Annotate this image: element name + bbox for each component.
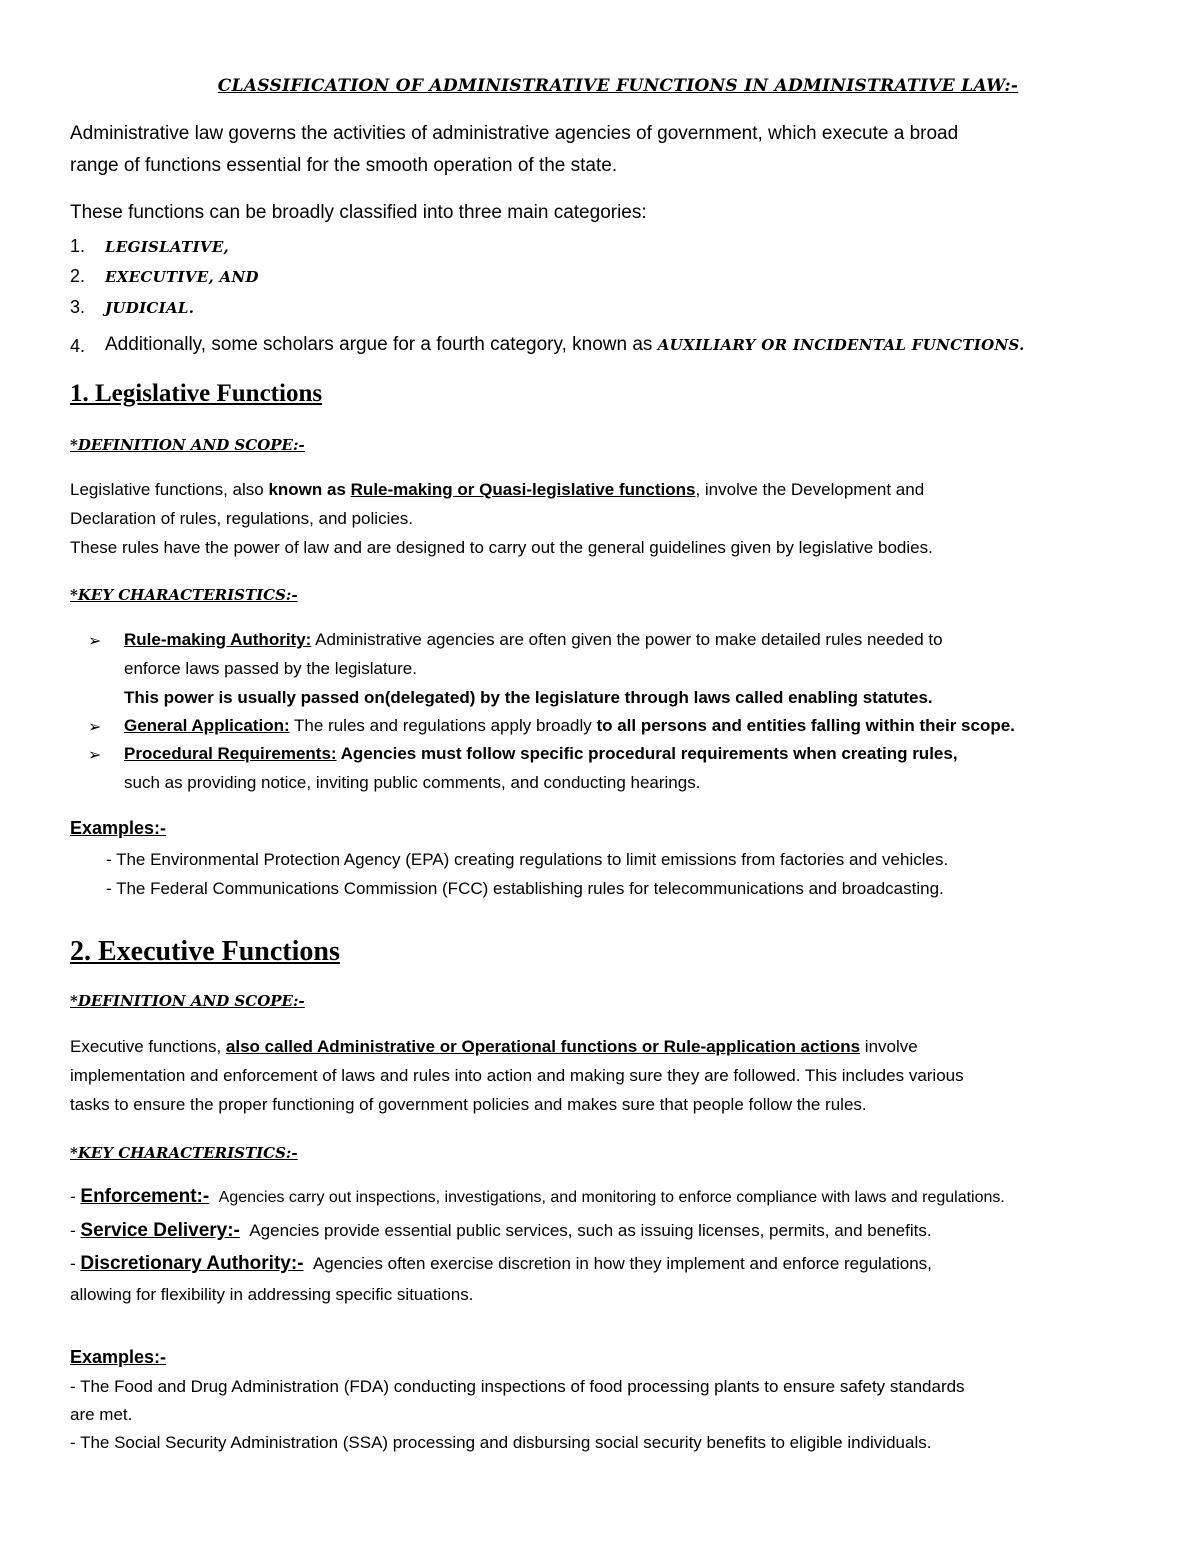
arrow-bullet-icon: ➢: [88, 719, 102, 736]
example-line: are met.: [70, 1405, 133, 1424]
characteristic-service-delivery: [70, 1220, 932, 1242]
category-number: 1.: [70, 236, 86, 256]
example-line: - The Social Security Administration (SSA) processing and disbursing social security benefits to eligible individuals.: [70, 1433, 932, 1452]
characteristic-enforcement: [70, 1186, 1005, 1208]
text-run: Legislative functions, also: [70, 480, 269, 499]
fourth-category-text: Additionally, some scholars argue for a fourth category, known as: [105, 334, 658, 355]
text-run: Agencies often exercise discretion in how they implement and enforce regulations,: [312, 1254, 932, 1273]
fourth-category-line: [105, 334, 1025, 356]
text-run: Executive functions,: [70, 1037, 226, 1056]
category-item: JUDICIAL.: [105, 299, 195, 317]
arrow-bullet-icon: ➢: [88, 747, 102, 764]
document-title: CLASSIFICATION OF ADMINISTRATIVE FUNCTIONS IN ADMINISTRATIVE LAW:-: [217, 76, 1019, 96]
text-run: The rules and regulations apply broadly: [289, 716, 597, 735]
text-run: , involve the Development and: [695, 480, 925, 499]
text-run: Agencies provide essential public services, such as issuing licenses, permits, and benefits.: [249, 1221, 932, 1240]
category-number: 4.: [70, 336, 86, 356]
example-line: - The Federal Communications Commission (FCC) establishing rules for telecommunications and broadcasting.: [106, 879, 944, 898]
dash: -: [70, 1254, 81, 1273]
intro-line-1: Administrative law governs the activities of administrative agencies of government, which execute a broad: [70, 123, 959, 144]
characteristic-label: Rule-making Authority:: [124, 630, 312, 649]
example-line: - The Environmental Protection Agency (EPA) creating regulations to limit emissions from factories and vehicles.: [106, 850, 949, 869]
executive-definition-line-1: [70, 1037, 918, 1057]
legislative-definition-line-2: Declaration of rules, regulations, and policies.: [70, 509, 414, 528]
text-run: involve: [860, 1037, 918, 1056]
characteristic-line: This power is usually passed on(delegated) by the legislature through laws called enabling statutes.: [124, 688, 933, 707]
category-item: LEGISLATIVE,: [105, 238, 230, 256]
text-run: Agencies carry out inspections, investigations, and monitoring to enforce compliance with laws and regulations.: [218, 1189, 1005, 1206]
characteristic-label: Procedural Requirements:: [124, 744, 337, 763]
text-run: to all persons and entities falling within their scope.: [596, 716, 1015, 735]
characteristic-procedural: [124, 744, 958, 764]
definition-heading: *DEFINITION AND SCOPE:-: [70, 436, 305, 454]
characteristic-label: Discretionary Authority:-: [80, 1253, 304, 1274]
category-item: EXECUTIVE, AND: [105, 268, 259, 286]
legislative-definition-line-1: [70, 480, 924, 500]
characteristic-discretionary: [70, 1253, 932, 1275]
key-characteristics-heading: *KEY CHARACTERISTICS:-: [70, 586, 298, 604]
text-run: Administrative agencies are often given the power to make detailed rules needed to: [311, 630, 943, 649]
fourth-category-emphasis: AUXILIARY OR INCIDENTAL FUNCTIONS.: [657, 336, 1025, 354]
key-characteristics-heading: *KEY CHARACTERISTICS:-: [70, 1144, 298, 1162]
intro-line-2: range of functions essential for the smooth operation of the state.: [70, 155, 618, 176]
term-underlined: Rule-making or Quasi-legislative functions: [350, 480, 696, 499]
category-number: 2.: [70, 266, 86, 286]
section-heading-legislative: 1. Legislative Functions: [70, 380, 323, 407]
executive-definition-line-3: tasks to ensure the proper functioning of government policies and makes sure that people follow the rules.: [70, 1095, 867, 1114]
characteristic-label: General Application:: [124, 716, 290, 735]
characteristic-rule-making: [124, 630, 943, 650]
dash: -: [70, 1221, 81, 1240]
characteristic-line: such as providing notice, inviting public comments, and conducting hearings.: [124, 773, 701, 792]
text-run: Agencies must follow specific procedural requirements when creating rules,: [336, 744, 958, 763]
characteristic-label: Enforcement:-: [80, 1186, 210, 1207]
category-number: 3.: [70, 297, 86, 317]
example-line: - The Food and Drug Administration (FDA) conducting inspections of food processing plants to ensure safety standards: [70, 1377, 965, 1396]
examples-heading: Examples:-: [70, 818, 167, 838]
characteristic-line: allowing for flexibility in addressing specific situations.: [70, 1285, 474, 1304]
legislative-definition-line-3: These rules have the power of law and are designed to carry out the general guidelines given by legislative bodies.: [70, 538, 933, 557]
characteristic-line: enforce laws passed by the legislature.: [124, 659, 417, 678]
characteristic-label: Service Delivery:-: [80, 1220, 240, 1241]
intro-line-3: These functions can be broadly classified into three main categories:: [70, 202, 647, 223]
dash: -: [70, 1187, 81, 1206]
text-run: known as: [268, 480, 346, 499]
characteristic-general-application: [124, 716, 1015, 736]
section-heading-executive: 2. Executive Functions: [70, 936, 340, 967]
arrow-bullet-icon: ➢: [88, 633, 102, 650]
definition-heading: *DEFINITION AND SCOPE:-: [70, 992, 305, 1010]
executive-definition-line-2: implementation and enforcement of laws and rules into action and making sure they are followed. This includes various: [70, 1066, 964, 1085]
examples-heading: Examples:-: [70, 1347, 167, 1367]
term-underlined: also called Administrative or Operational functions or Rule-application actions: [225, 1037, 861, 1056]
